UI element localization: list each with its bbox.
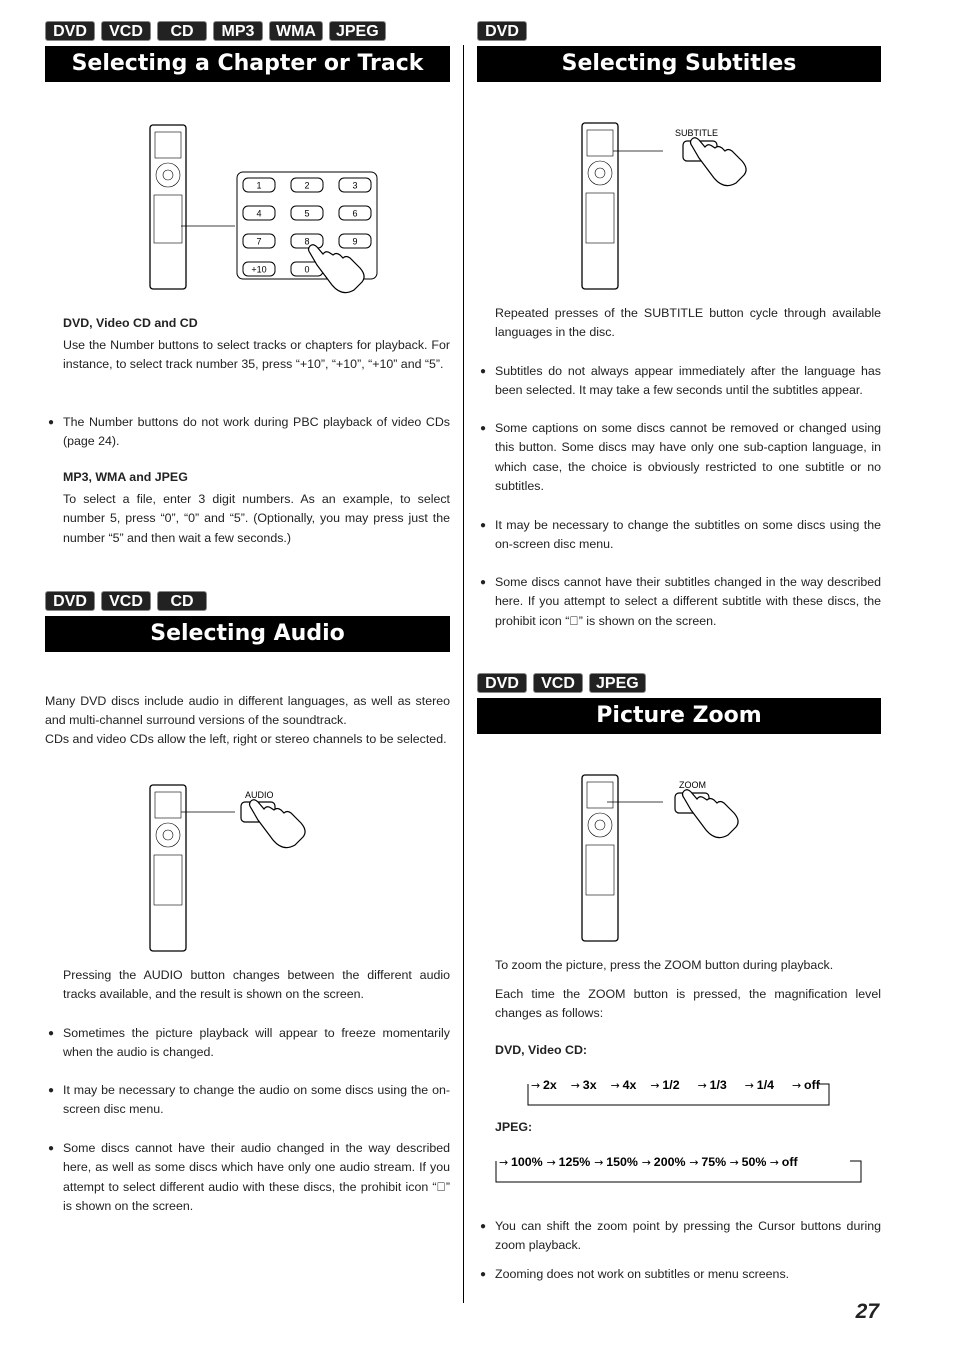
pressing-hand-icon — [683, 790, 739, 838]
subtitle-bullet-3 — [480, 516, 881, 555]
zoom-dvd-heading: DVD, Video CD: — [495, 1043, 588, 1057]
audio-intro-2: CDs and video CDs allow the left, right or stereo channels to be selected. — [45, 732, 447, 746]
zoom-text-2: Each time the ZOOM button is pressed, the magnification level changes as follows: — [495, 987, 881, 1021]
badge-dvd: DVD — [45, 591, 95, 611]
audio-bullet-3-text-end: ” is shown on the screen. — [63, 1179, 450, 1213]
zoom-button-label: ZOOM — [679, 780, 706, 790]
cycle-arrow: → — [697, 1079, 707, 1092]
subtitle-bullet-4-text: Some discs cannot have their subtitles changed in the way described here. If you attempt to select a different subtitle with these discs, the prohibit icon “ — [495, 575, 881, 628]
badge-vcd: VCD — [533, 673, 583, 693]
zoom-level: off — [804, 1078, 820, 1092]
audio-bullet-2-text: It may be necessary to change the audio on some discs using the on-screen disc menu. — [63, 1083, 450, 1117]
keypad-key-label: 1 — [256, 180, 262, 191]
zoom-level: 2x — [543, 1078, 557, 1092]
subtitle-bullet-1-text: Subtitles do not always appear immediately after the language has been selected. It may take a few seconds until the subtitles appear. — [495, 364, 881, 398]
audio-bullet-1-text: Sometimes the picture playback will appear to freeze momentarily when the audio is changed. — [63, 1026, 450, 1060]
cycle-arrow: → — [650, 1079, 660, 1092]
badge-mp3: MP3 — [213, 21, 263, 41]
pbc-note-text: The Number buttons do not work during PBC playback of video CDs (page 24). — [63, 415, 450, 449]
subtitle-format-badges — [477, 21, 527, 41]
bullet-dot: ● — [48, 1143, 55, 1154]
pressing-hand-icon — [250, 800, 306, 848]
zoom-level: 125% — [558, 1155, 591, 1169]
pressing-hand-icon — [691, 138, 747, 186]
zoom-bullet-2-text: Zooming does not work on subtitles or menu screens. — [495, 1267, 790, 1281]
zoom-level: off — [781, 1155, 798, 1169]
zoom-bullet-1 — [480, 1217, 881, 1256]
remote-control-icon — [582, 775, 618, 941]
bullet-dot: ● — [480, 577, 487, 588]
dvd-zoom-cycle-diagram — [528, 1075, 832, 1107]
zoom-level: 100% — [511, 1155, 543, 1169]
zoom-bullet-1-text: You can shift the zoom point by pressing the Cursor buttons during zoom playback. — [495, 1219, 881, 1253]
badge-jpeg: JPEG — [329, 21, 386, 41]
badge-vcd: VCD — [101, 591, 151, 611]
audio-section-title: Selecting Audio — [45, 616, 450, 652]
remote-control-icon — [582, 123, 618, 289]
bullet-dot: ● — [480, 520, 487, 531]
zoom-level: 4x — [622, 1078, 637, 1092]
keypad-key-label: 7 — [256, 236, 262, 247]
zoom-level: 1/2 — [662, 1078, 680, 1092]
cycle-arrow: → — [570, 1079, 581, 1092]
subtitle-bullet-4 — [480, 573, 881, 631]
cycle-arrow: → — [689, 1156, 699, 1169]
zoom-bullet-2 — [480, 1265, 881, 1284]
keypad-key-label: 8 — [304, 236, 310, 247]
zoom-remote-illustration — [577, 770, 747, 945]
subtitle-bullet-1 — [480, 362, 881, 401]
keypad-key-label: 2 — [304, 180, 310, 191]
cycle-arrow: → — [792, 1079, 802, 1092]
cycle-arrow: → — [594, 1156, 604, 1169]
audio-button-label: AUDIO — [245, 790, 274, 800]
zoom-section-title: Picture Zoom — [477, 698, 881, 734]
bullet-dot: ● — [480, 1269, 487, 1280]
badge-vcd: VCD — [101, 21, 151, 41]
bullet-dot: ● — [480, 366, 487, 377]
subtitle-bullet-2 — [480, 419, 881, 496]
chapter-section-title: Selecting a Chapter or Track — [45, 46, 450, 82]
audio-bullet-1 — [48, 1024, 450, 1063]
badge-dvd: DVD — [477, 673, 527, 693]
audio-bullet-2 — [48, 1081, 450, 1120]
cycle-arrow: → — [531, 1079, 541, 1092]
audio-bullet-3 — [48, 1139, 450, 1216]
subtitles-section-title: Selecting Subtitles — [477, 46, 881, 82]
badge-cd: CD — [157, 21, 207, 41]
bullet-dot: ● — [48, 1085, 55, 1096]
keypad-key-label: 9 — [352, 236, 358, 247]
remote-keypad-illustration — [145, 120, 385, 305]
bullet-dot: ● — [480, 1221, 487, 1232]
zoom-level: 50% — [741, 1155, 767, 1169]
badge-wma: WMA — [269, 21, 323, 41]
keypad-key-label: 3 — [352, 180, 358, 191]
keypad-key-label: 5 — [304, 208, 310, 219]
badge-jpeg: JPEG — [589, 673, 646, 693]
audio-format-badges — [45, 591, 207, 611]
dvd-vcd-cd-text: Use the Number buttons to select tracks or chapters for playback. For instance, to select track number 35, press “+10”, “+10”, “+10” and “5”. — [63, 338, 450, 372]
zoom-level: 150% — [606, 1155, 638, 1169]
zoom-level: 200% — [653, 1155, 686, 1169]
audio-bullet-3-text: Some discs cannot have their audio changed in the way described here, as well as some discs which have only one audio stream. If you attempt to select different audio with these discs, the prohibit icon “ — [63, 1141, 450, 1194]
pbc-note — [48, 413, 450, 452]
cycle-arrow: → — [610, 1079, 620, 1092]
keypad-key-label: 0 — [304, 264, 310, 275]
remote-control-icon — [150, 125, 186, 289]
column-divider — [463, 45, 464, 1303]
audio-remote-illustration — [145, 780, 315, 955]
page-number: 27 — [855, 1300, 879, 1323]
mp3-wma-jpeg-heading: MP3, WMA and JPEG — [63, 470, 188, 484]
mp3-wma-jpeg-text: To select a file, enter 3 digit numbers. As an example, to select number 5, press “0”, “0” and “5”. (Optionally, you may press just the number “5” and then wait a few seconds.) — [63, 492, 450, 545]
cycle-arrow: → — [499, 1156, 509, 1169]
bullet-dot: ● — [48, 1028, 55, 1039]
cycle-arrow: → — [546, 1156, 556, 1169]
cycle-arrow: → — [744, 1079, 755, 1092]
keypad-key-label: 6 — [352, 208, 358, 219]
subtitle-text: Repeated presses of the SUBTITLE button cycle through available languages in the disc. — [495, 306, 881, 340]
badge-dvd: DVD — [477, 21, 527, 41]
zoom-level: 1/4 — [756, 1078, 775, 1092]
audio-intro-1: Many DVD discs include audio in different languages, as well as stereo and multi-channel surround versions of the soundtrack. — [45, 694, 450, 728]
dvd-vcd-cd-heading: DVD, Video CD and CD — [63, 316, 198, 330]
zoom-level: 3x — [582, 1078, 597, 1092]
remote-control-icon — [150, 785, 186, 951]
subtitle-bullet-2-text: Some captions on some discs cannot be removed or changed using this button. Some discs may have only one sub-caption language, in which case, the choice is obviously restricted to one subtitle or no subtitles. — [495, 421, 881, 493]
subtitle-bullet-4-text-end: ” is shown on the screen. — [578, 613, 717, 628]
keypad-key-label: 4 — [256, 208, 262, 219]
audio-text: Pressing the AUDIO button changes between the different audio tracks available, and the result is shown on the screen. — [63, 968, 450, 1002]
zoom-level: 75% — [701, 1155, 727, 1169]
subtitle-button-label: SUBTITLE — [675, 128, 719, 138]
subtitle-bullet-3-text: It may be necessary to change the subtitles on some discs using the on-screen disc menu. — [495, 518, 881, 552]
cycle-arrow: → — [641, 1156, 652, 1169]
zoom-format-badges — [477, 673, 646, 693]
zoom-level: 1/3 — [709, 1078, 727, 1092]
cycle-arrow: → — [729, 1156, 739, 1169]
jpeg-zoom-cycle-diagram — [496, 1152, 864, 1184]
keypad-key-label: +10 — [251, 264, 267, 275]
zoom-jpeg-heading: JPEG: — [495, 1120, 533, 1134]
subtitle-remote-illustration — [577, 118, 757, 293]
zoom-text-1: To zoom the picture, press the ZOOM button during playback. — [495, 958, 834, 972]
cycle-arrow: → — [769, 1156, 780, 1169]
bullet-dot: ● — [48, 417, 55, 428]
badge-dvd: DVD — [45, 21, 95, 41]
badge-cd: CD — [157, 591, 207, 611]
bullet-dot: ● — [480, 423, 487, 434]
chapter-format-badges — [45, 21, 386, 41]
